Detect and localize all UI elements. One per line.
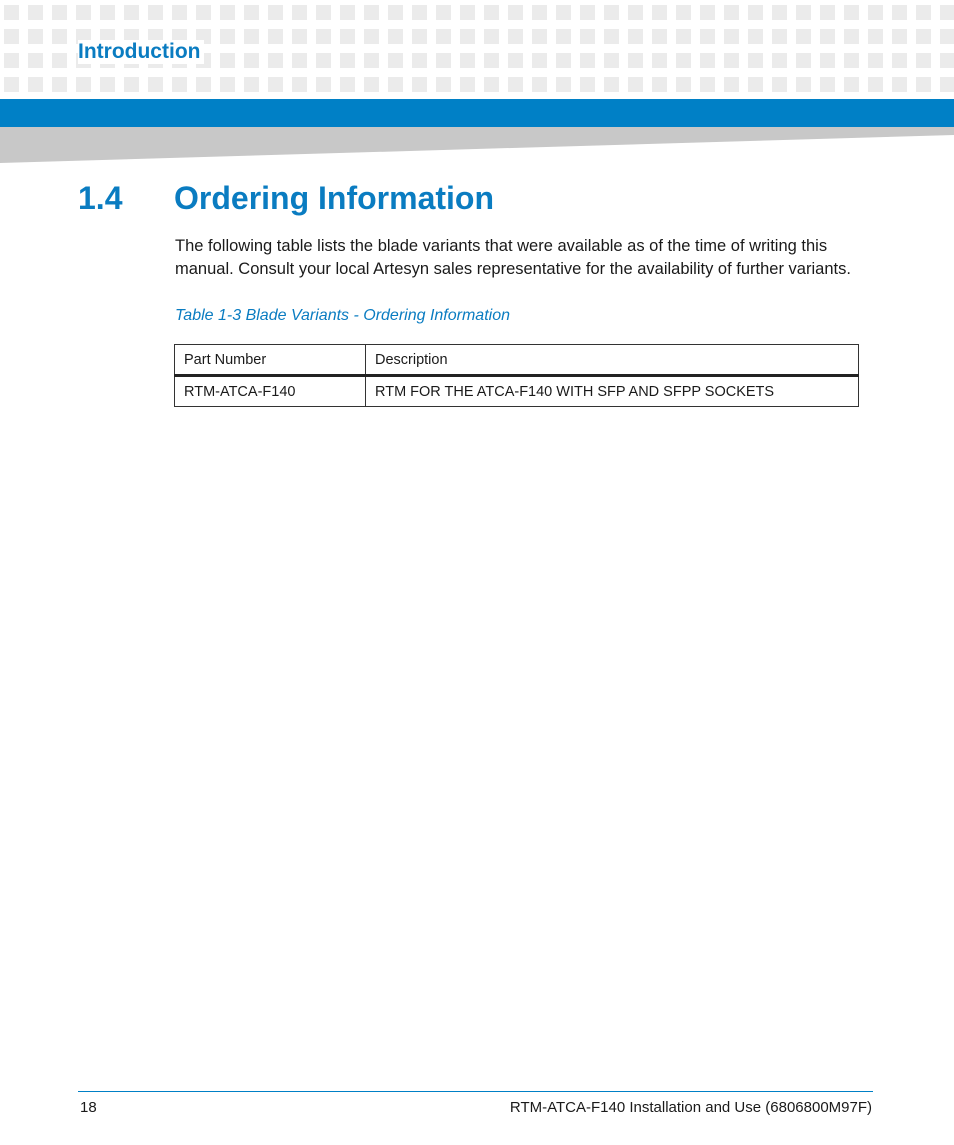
- footer-rule: [78, 1091, 873, 1092]
- column-header-description: Description: [366, 345, 859, 376]
- table-caption: Table 1-3 Blade Variants - Ordering Information: [175, 307, 510, 324]
- table-header-row: [175, 345, 859, 376]
- page-number: 18: [80, 1099, 97, 1116]
- running-header-section: Introduction: [78, 40, 204, 64]
- section-title: Ordering Information: [174, 180, 494, 216]
- table-row: [175, 376, 859, 407]
- header-blue-band: [0, 99, 954, 127]
- header-grey-wedge: [0, 127, 954, 163]
- ordering-table: [174, 344, 859, 407]
- intro-paragraph: The following table lists the blade variants that were available as of the time of writing this manual. Consult your local Artesyn sales representative for the availability of further variants.: [175, 237, 851, 278]
- table-cell-part-number: RTM-ATCA-F140: [175, 376, 366, 407]
- table-cell-description: RTM FOR THE ATCA-F140 WITH SFP AND SFPP SOCKETS: [366, 376, 859, 407]
- section-heading: [78, 180, 494, 217]
- section-number: 1.4: [78, 180, 123, 216]
- column-header-part-number: Part Number: [175, 345, 366, 376]
- footer-document-title: RTM-ATCA-F140 Installation and Use (6806800M97F): [509, 1099, 872, 1116]
